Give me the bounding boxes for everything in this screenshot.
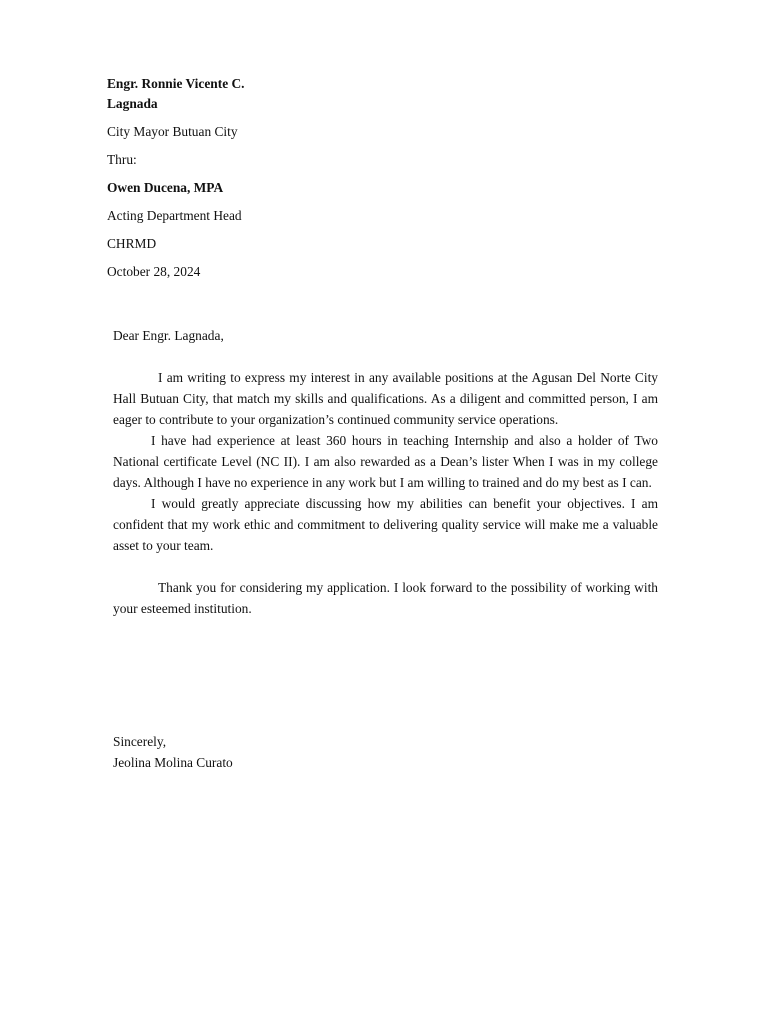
paragraph-4: Thank you for considering my application. I look forward to the possibility of working with your esteemed institution. [113,580,658,616]
closing: Sincerely, [113,734,167,749]
recipient-title: City Mayor Butuan City [107,124,238,139]
paragraph-2: I have had experience at least 360 hours in teaching Internship and also a holder of Two National certificate Level (NC II). I am also rewarded as a Dean’s lister When I was in my college days. Although I have no experience in any work but I am willing to trained and do my best as I can. [113,433,658,490]
letter-date: October 28, 2024 [107,264,201,279]
signature-name: Jeolina Molina Curato [113,755,233,770]
thru-label: Thru: [107,152,137,167]
paragraph-3: I would greatly appreciate discussing how my abilities can benefit your objectives. I am confident that my work ethic and commitment to delivering quality service will make me a valuable asset to your team. [113,496,658,553]
salutation: Dear Engr. Lagnada, [113,328,224,343]
recipient-block [107,74,327,290]
recipient-name-line1: Engr. Ronnie Vicente C. [107,76,245,91]
letter-body [113,325,658,619]
via-name: Owen Ducena, MPA [107,180,224,195]
recipient-name [107,74,327,114]
recipient-name-line2: Lagnada [107,96,158,111]
office-name: CHRMD [107,236,157,251]
paragraph-spacer [113,556,658,577]
closing-block [113,731,233,773]
paragraph-1: I am writing to express my interest in any available positions at the Agusan Del Norte City Hall Butuan City, that match my skills and qualifications. As a diligent and committed person, I am eager to contribute to your organization’s continued community service operations. [113,370,658,427]
via-title: Acting Department Head [107,208,242,223]
